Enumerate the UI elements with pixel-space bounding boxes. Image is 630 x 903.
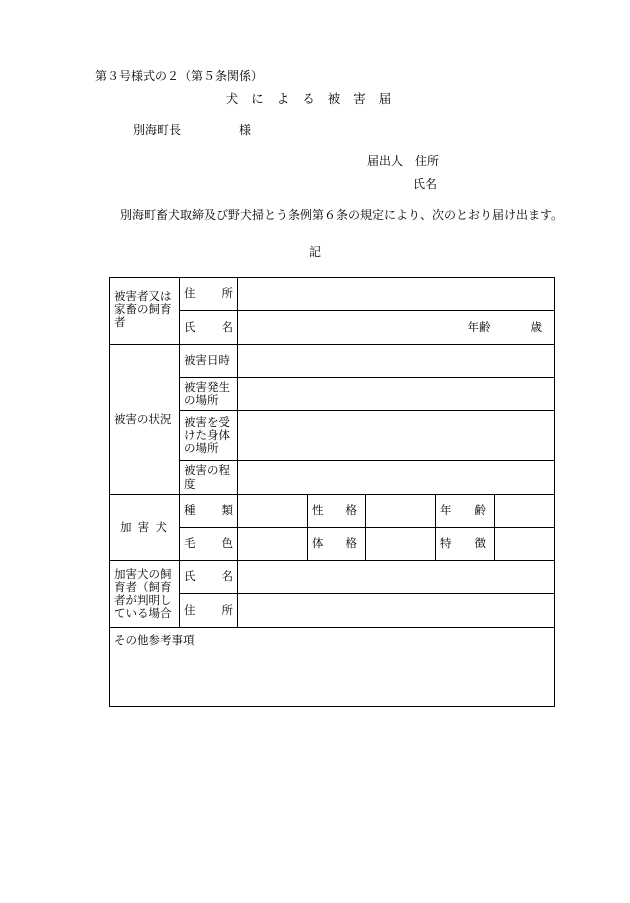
damage-place-field[interactable] (238, 378, 555, 411)
dog-kind-field[interactable] (238, 495, 308, 528)
owner-group-label: 加害犬の飼育者（飼育者が判明している場合 (110, 561, 180, 628)
ki-heading: 記 (308, 245, 321, 259)
dog-age-field[interactable] (495, 495, 555, 528)
victim-address-field[interactable] (238, 278, 555, 311)
age-label: 年齢 (467, 319, 491, 334)
report-form-table (109, 277, 555, 707)
owner-name-label: 氏 名 (180, 561, 238, 594)
remarks-label: その他参考事項 (114, 633, 195, 647)
dog-build-label: 体 格 (308, 528, 366, 561)
dog-age-label: 年 齢 (436, 495, 495, 528)
age-unit: 歳 (530, 319, 543, 334)
dog-feature-label: 特 徴 (436, 528, 495, 561)
reporter-label: 届出人 (367, 154, 404, 168)
dog-sex-label: 性 格 (308, 495, 366, 528)
victim-group-label: 被害者又は家畜の飼育者 (110, 278, 180, 345)
damage-place-label: 被害発生の場所 (180, 378, 238, 411)
addressee-honorific: 様 (239, 123, 252, 137)
damage-datetime-label: 被害日時 (180, 345, 238, 378)
dog-sex-field[interactable] (366, 495, 436, 528)
victim-name-field[interactable] (238, 311, 555, 345)
reporter-name-label: 氏名 (413, 177, 438, 191)
owner-address-label: 住 所 (180, 594, 238, 628)
damage-degree-label: 被害の程度 (180, 461, 238, 495)
damage-degree-field[interactable] (238, 461, 555, 495)
reporter-address-label: 住所 (415, 154, 440, 168)
dog-build-field[interactable] (366, 528, 436, 561)
dog-feature-field[interactable] (495, 528, 555, 561)
remarks-field[interactable] (110, 628, 555, 707)
statement-text: 別海町畜犬取締及び野犬掃とう条例第６条の規定により、次のとおり届け出ます。 (120, 208, 564, 222)
addressee (133, 121, 251, 138)
victim-address-label: 住 所 (180, 278, 238, 311)
dog-kind-label: 種 類 (180, 495, 238, 528)
damage-body-label: 被害を受けた身体の場所 (180, 411, 238, 461)
dog-color-label: 毛 色 (180, 528, 238, 561)
owner-name-field[interactable] (238, 561, 555, 594)
owner-address-field[interactable] (238, 594, 555, 628)
damage-datetime-field[interactable] (238, 345, 555, 378)
form-number-label: 第３号様式の２（第５条関係） (95, 69, 264, 83)
damage-group-label: 被害の状況 (110, 345, 180, 495)
dog-color-field[interactable] (238, 528, 308, 561)
damage-body-field[interactable] (238, 411, 555, 461)
addressee-name: 別海町長 (133, 123, 182, 137)
dog-group-label: 加 害 犬 (110, 495, 180, 561)
victim-name-label: 氏 名 (180, 311, 238, 345)
reporter-address-line (367, 152, 439, 169)
document-title: 犬による被害届 (225, 91, 405, 106)
